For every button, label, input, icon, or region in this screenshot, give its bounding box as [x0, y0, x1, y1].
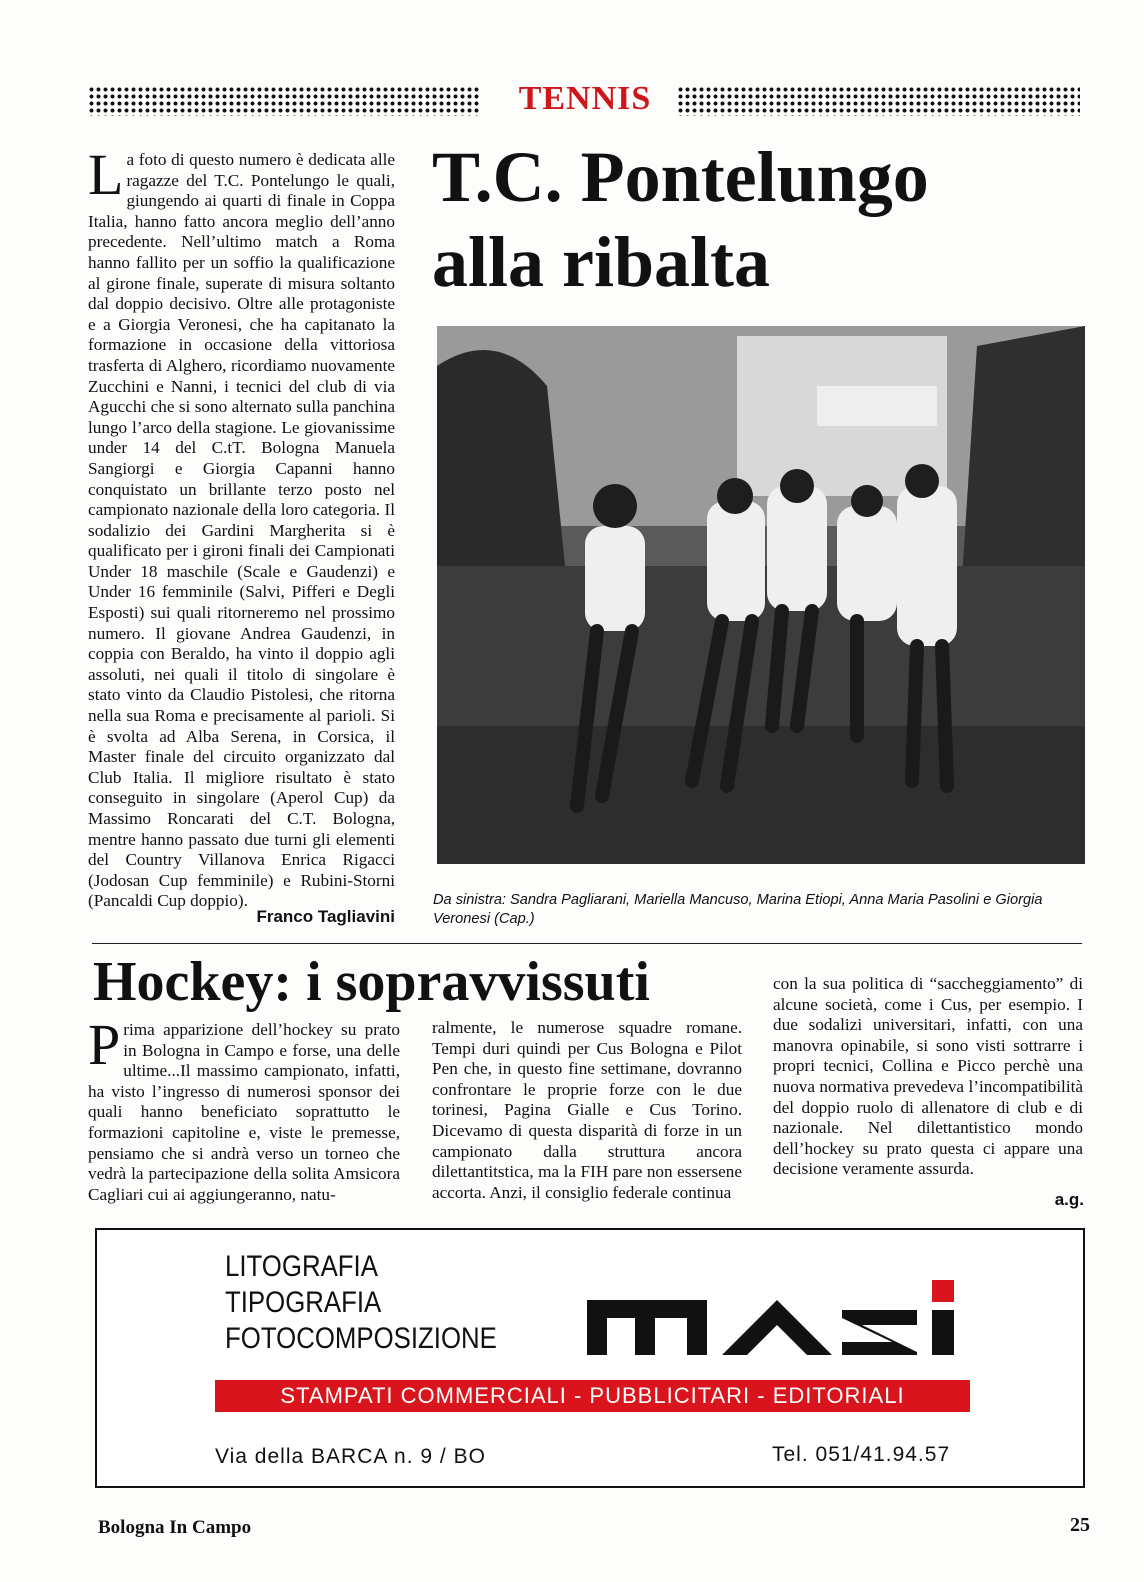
- article2-headline: Hockey: i sopravvissuti: [93, 951, 650, 1013]
- section-tag: TENNIS: [518, 80, 652, 117]
- article2-col1: [88, 1012, 400, 1205]
- article1-headline-line2: alla ribalta: [432, 222, 770, 302]
- ad-line-tipografia: TIPOGRAFIA: [225, 1286, 382, 1319]
- section-dot-bar-left: [88, 86, 480, 116]
- article1-headline-line1: T.C. Pontelungo: [432, 137, 929, 217]
- ad-address: Via della BARCA n. 9 / BO: [215, 1445, 486, 1468]
- article2-col2: ralmente, le numerose squadre romane. Tempi duri quindi per Cus Bologna e Pilot Pen che, in questo fine settimane, dovranno confrontare le proprie forze con le due torinesi, Pagina Gialle e Cus Torino. Dicevamo di questa disparità di forze in un campionato dalla struttura ancora dilettantitstica, ma la FIH pare non essersene accorta. Anzi, il consiglio federale continua: [432, 1018, 742, 1202]
- ad-line-fotocomposizione: FOTOCOMPOSIZIONE: [225, 1322, 497, 1355]
- article1-headline: [432, 135, 1092, 305]
- photo-caption: Da sinistra: Sandra Pagliarani, Mariella Mancuso, Marina Etiopi, Anna Maria Pasolini e Giorgia Veronesi (Cap.): [433, 892, 1043, 927]
- ad-line-litografia: LITOGRAFIA: [225, 1250, 378, 1283]
- article2-col1-text: rima apparizione dell’hockey su prato in Bologna in Campo e forse, una delle ultime...Il massimo campionato, infatti, ha visto l’ingresso di numerosi sponsor dei quali hanno beneficiato soprattutto le formazioni capitoline e, viste le premesse, pensiamo che si andrà verso un torneo che vedrà la partecipazione della solita Amsicora Cagliari cui ai aggiungeranno, natu-: [88, 1020, 400, 1204]
- section-dot-bar-right: [677, 86, 1080, 116]
- article1-byline: Franco Tagliavini: [256, 907, 395, 926]
- ad-services-band: STAMPATI COMMERCIALI - PUBBLICITARI - EDITORIALI: [215, 1380, 970, 1412]
- team-photo: [437, 326, 1085, 864]
- article2-dropcap: P: [88, 1012, 121, 1077]
- article2-col3: con la sua politica di “saccheggiamento” di alcune società, come i Cus, per esempio. I due sodalizi universitari, infatti, con una manovra opinabile, si sono visti sottrarre i propri tecnici, Collina e Picco perchè una nuova normativa prevedeva l’incompatibilità del doppio ruolo di allenatore di club e di nazionale. Nel dilettantistico mondo dell’hockey su prato questa ci appare una decisione veramente assurda.: [773, 974, 1083, 1179]
- masi-logo: [587, 1280, 972, 1360]
- advertisement: [95, 1228, 1085, 1488]
- divider-rule: [92, 943, 1082, 944]
- article1-body: [88, 150, 395, 910]
- team-photo-illustration: [437, 326, 1085, 864]
- article1-body-text: a foto di questo numero è dedicata alle ragazze del T.C. Pontelungo le quali, giungendo ai quarti di finale in Coppa Italia, hanno fatto ancora meglio dell’anno precedente. Nell’ultimo match a Roma hanno fallito per un soffio la qualificazione al girone finale, superate di misura soltanto dal doppio decisivo. Oltre alle protagoniste e a Giorgia Veronesi, che ha capitanato la formazione in occasione della vittoriosa trasferta di Alghero, ricordiamo nuovamente Zucchini e Nanni, i tecnici del club di via Agucchi che si sono alternato sulla panchina lungo l’arco della stagione. Le giovanissime under 14 del C.tT. Bologna Manuela Sangiorgi e Giorgia Capanni hanno conquistato un brillante terzo posto nel campionato nazionale della loro categoria. Il sodalizio dei Gardini Margherita si è qualificato per i gironi finali dei Campionati Under 18 maschile (Scale e Gaudenzi) e Under 16 femminile (Salvi, Pifferi e Degli Esposti) sui quali ritorneremo nel prossimo numero. Il giovane Andrea Gaudenzi, in coppia con Beraldo, ha vinto il doppio agli assoluti, nei quali il titolo di singolare è stato vinto da Claudio Pistolesi, che ritorna nella sua Roma e precisamente al parioli. Si è svolta ad Alba Serena, in Corsica, il Master finale del circuito organizzato dal Club Italia. Il migliore risultato è stato conseguito in singolare (Aperol Cup) da Massimo Roncarati del C.T. Bologna, mentre hanno passato due turni gli elementi del Country Villanova Enrica Rigacci (Jodosan Cup femminile) e Rubini-Storni (Pancaldi Cup doppio).: [88, 150, 395, 910]
- article1-dropcap: L: [88, 150, 124, 207]
- ad-phone: Tel. 051/41.94.57: [772, 1443, 951, 1466]
- page-number: 25: [1070, 1514, 1090, 1536]
- article2-byline: a.g.: [1054, 1190, 1084, 1209]
- publication-name: Bologna In Campo: [98, 1517, 252, 1538]
